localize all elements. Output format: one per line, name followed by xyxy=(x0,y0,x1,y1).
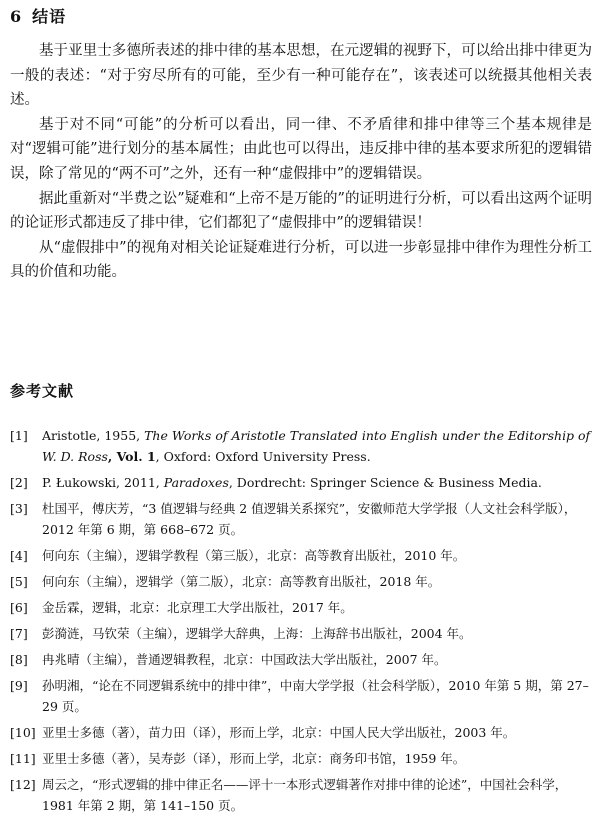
reference-item xyxy=(10,425,592,467)
section-heading xyxy=(10,4,66,27)
reference-item xyxy=(10,545,592,566)
reference-number: [8] xyxy=(10,652,28,667)
reference-item xyxy=(10,571,592,592)
section-number: 6 xyxy=(10,7,23,26)
section-title: 结语 xyxy=(32,7,67,26)
reference-item xyxy=(10,597,592,618)
reference-item xyxy=(10,748,592,769)
reference-text: 金岳霖，逻辑，北京：北京理工大学出版社，2017 年。 xyxy=(42,600,353,615)
reference-text: P. Łukowski, 2011, Paradoxes, Dordrecht: Springer Science & Business Media. xyxy=(42,475,542,490)
reference-text: 冉兆晴（主编），普通逻辑教程，北京：中国政法大学出版社，2007 年。 xyxy=(42,652,447,667)
reference-item xyxy=(10,722,592,743)
reference-number: [11] xyxy=(10,751,36,766)
reference-number: [7] xyxy=(10,626,28,641)
reference-number: [6] xyxy=(10,600,28,615)
reference-item xyxy=(10,472,592,493)
reference-text: 周云之，“形式逻辑的排中律正名——评十一本形式逻辑著作对排中律的论述”，中国社会科学，1981 年第 2 期，第 141–150 页。 xyxy=(42,777,568,813)
reference-item xyxy=(10,774,592,816)
reference-text: 何向东（主编），逻辑学教程（第三版），北京：高等教育出版社，2010 年。 xyxy=(42,548,466,563)
reference-number: [4] xyxy=(10,548,28,563)
reference-number: [5] xyxy=(10,574,28,589)
reference-number: [9] xyxy=(10,678,28,693)
reference-item xyxy=(10,498,592,540)
reference-item xyxy=(10,649,592,670)
reference-number: [12] xyxy=(10,777,36,792)
reference-number: [1] xyxy=(10,428,28,443)
reference-text: 何向东（主编），逻辑学（第二版），北京：高等教育出版社，2018 年。 xyxy=(42,574,441,589)
reference-item xyxy=(10,675,592,717)
paragraph: 基于亚里士多德所表述的排中律的基本思想，在元逻辑的视野下，可以给出排中律更为一般的表述：“对于穷尽所有的可能，至少有一种可能存在”，该表述可以统摄其他相关表述。 xyxy=(10,43,592,109)
paragraph: 基于对不同“可能”的分析可以看出，同一律、不矛盾律和排中律等三个基本规律是对“逻辑可能”进行划分的基本属性；由此也可以得出，违反排中律的基本要求所犯的逻辑错误，除了常见的“两不可”之外，还有一种“虚假排中”的逻辑错误。 xyxy=(10,116,592,182)
reference-text: 杜国平，傅庆芳，“3 值逻辑与经典 2 值逻辑关系探究”，安徽师范大学学报（人文社会科学版），2012 年第 6 期，第 668–672 页。 xyxy=(42,501,577,537)
reference-text: 亚里士多德（著），苗力田（译），形而上学，北京：中国人民大学出版社，2003 年。 xyxy=(42,725,516,740)
paragraph: 从“虚假排中”的视角对相关论证疑难进行分析，可以进一步彰显排中律作为理性分析工具的价值和功能。 xyxy=(10,239,592,281)
references-heading: 参考文献 xyxy=(10,382,75,400)
reference-number: [2] xyxy=(10,475,28,490)
reference-number: [10] xyxy=(10,725,36,740)
reference-text: Aristotle, 1955, The Works of Aristotle Translated into English under the Editorship of W. D. Ross, Vol. 1, Oxford: Oxford University Press. xyxy=(42,428,591,464)
reference-list xyxy=(10,425,592,821)
conclusion-body xyxy=(10,39,592,285)
reference-text: 亚里士多德（著），吴寿彭（译），形而上学，北京：商务印书馆，1959 年。 xyxy=(42,751,466,766)
paragraph: 据此重新对“半费之讼”疑难和“上帝不是万能的”的证明进行分析，可以看出这两个证明的论证形式都违反了排中律，它们都犯了“虚假排中”的逻辑错误！ xyxy=(10,190,592,232)
reference-item xyxy=(10,623,592,644)
reference-number: [3] xyxy=(10,501,28,516)
reference-text: 孙明湘，“论在不同逻辑系统中的排中律”，中南大学学报（社会科学版），2010 年第 5 期，第 27–29 页。 xyxy=(42,678,589,714)
reference-text: 彭漪涟，马钦荣（主编），逻辑学大辞典，上海：上海辞书出版社，2004 年。 xyxy=(42,626,472,641)
